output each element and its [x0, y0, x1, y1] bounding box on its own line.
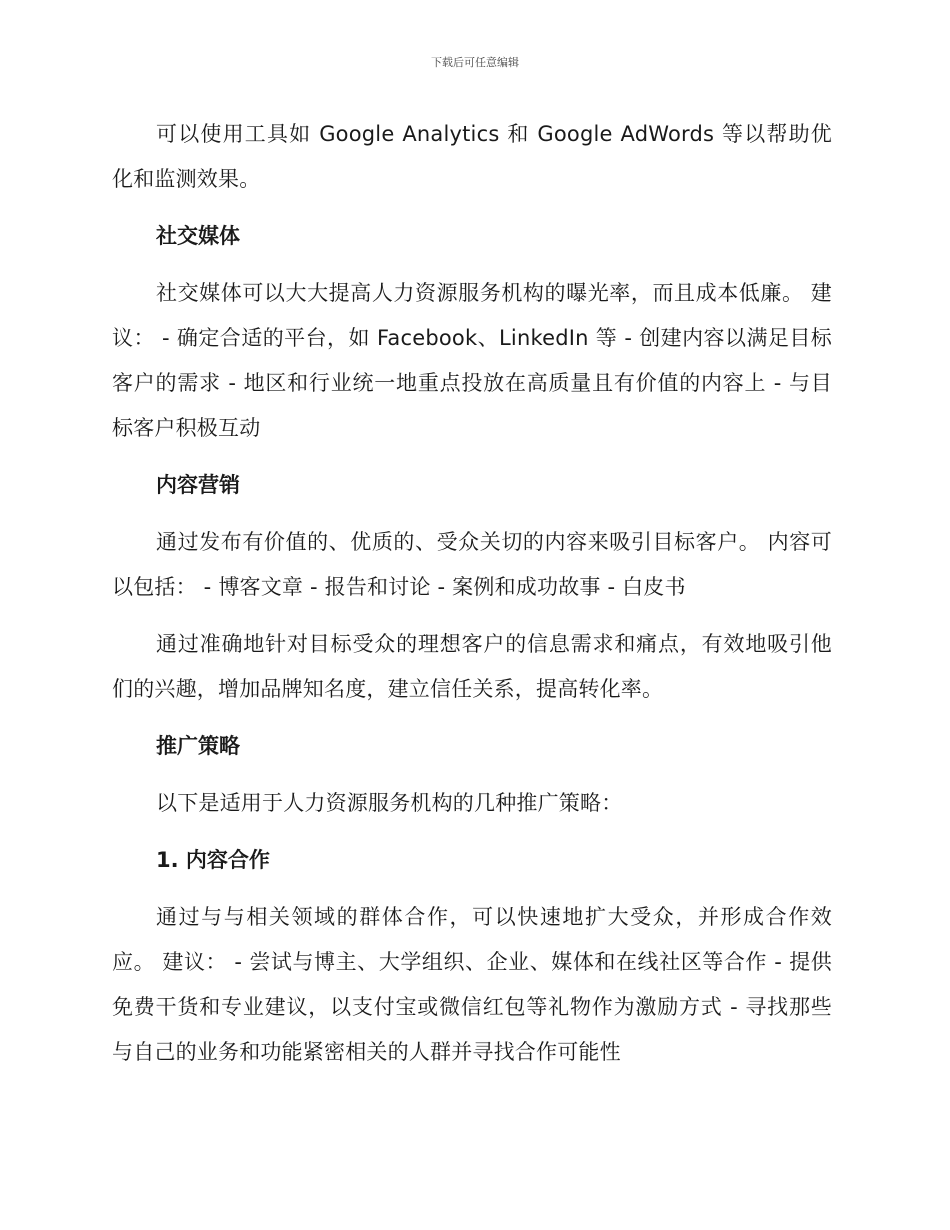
document-body: [112, 112, 832, 1087]
heading-content-marketing: 内容营销: [156, 473, 240, 497]
paragraph-promotion-intro: 以下是适用于人力资源服务机构的几种推广策略：: [156, 791, 623, 815]
paragraph-content-cooperation: 通过与与相关领域的群体合作，可以快速地扩大受众，并形成合作效应。 建议： - 尝试与博主、大学组织、企业、媒体和在线社区等合作 - 提供免费干货和专业建议，以支付宝或微信红包等礼物作为激励方式 - 寻找那些与自己的业务和功能紧密相关的人群并寻找合作可能性: [112, 905, 832, 1064]
paragraph-analytics-tools: 可以使用工具如 Google Analytics 和 Google AdWords 等以帮助优化和监测效果。: [112, 122, 832, 191]
paragraph-content-marketing: 通过发布有价值的、优质的、受众关切的内容来吸引目标客户。 内容可以包括： - 博客文章 - 报告和讨论 - 案例和成功故事 - 白皮书: [112, 530, 832, 599]
page-header: 下载后可任意编辑: [431, 56, 519, 69]
heading-promotion-strategy: 推广策略: [156, 734, 240, 758]
heading-content-cooperation: 1. 内容合作: [156, 848, 270, 872]
paragraph-social-media: 社交媒体可以大大提高人力资源服务机构的曝光率，而且成本低廉。 建议： - 确定合适的平台，如 Facebook、LinkedIn 等 - 创建内容以满足目标客户的需求 - 地区和行业统一地重点投放在高质量且有价值的内容上 - 与目标客户积极互动: [112, 281, 832, 440]
paragraph-targeting: 通过准确地针对目标受众的理想客户的信息需求和痛点，有效地吸引他们的兴趣，增加品牌知名度，建立信任关系，提高转化率。: [112, 632, 832, 701]
heading-social-media: 社交媒体: [156, 224, 240, 248]
